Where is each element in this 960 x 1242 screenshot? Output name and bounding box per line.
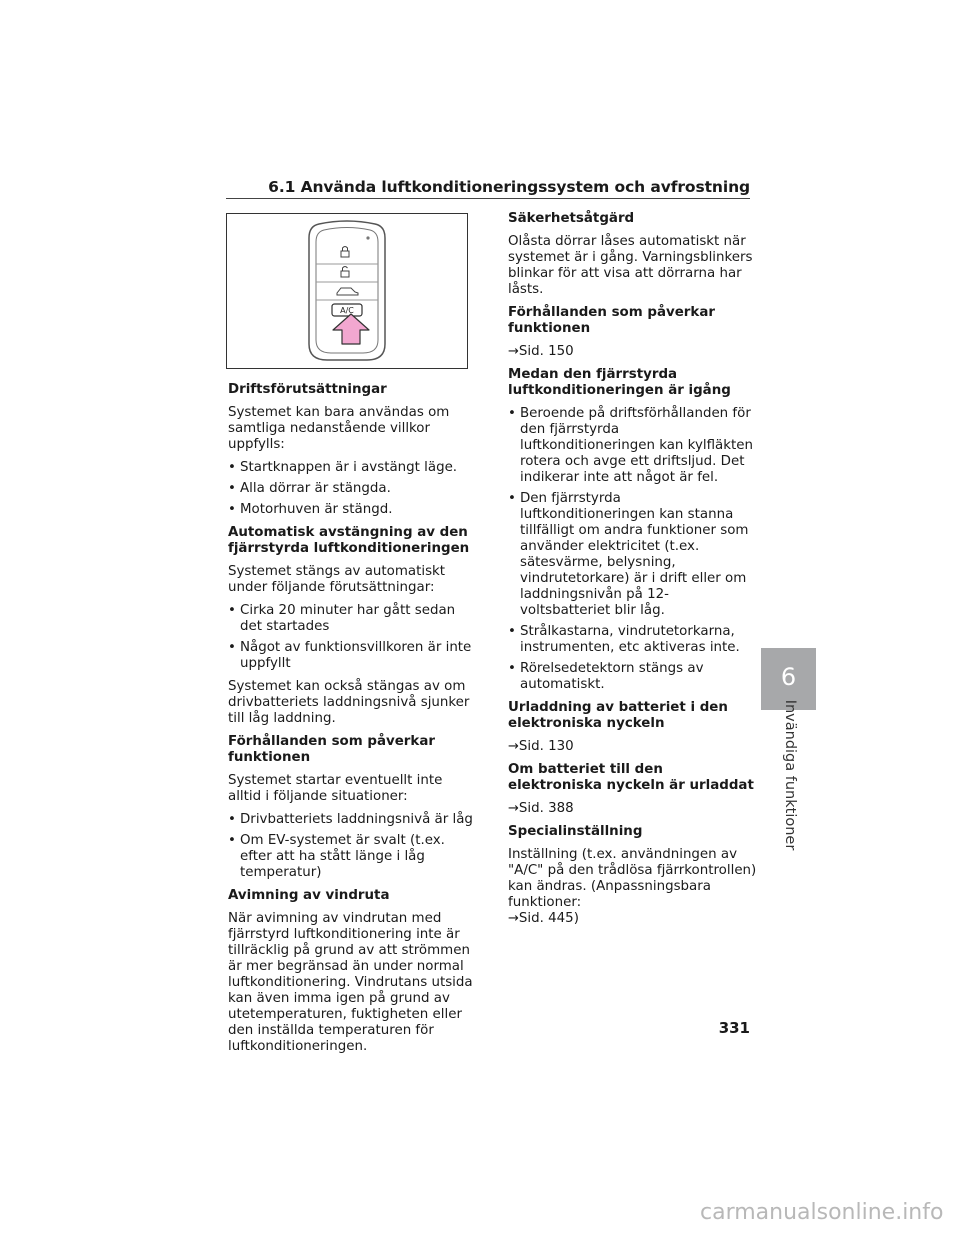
paragraph: När avimning av vindrutan med fjärrstyrd luftkonditionering inte är tillräcklig på grund av att strömmen är mer begränsad än under normal luftkonditionering. Vindrutans utsida kan även imma igen på grund av utetemperaturen, fuktigheten eller den inställda temperaturen för luftkonditioneringen. [228,911,473,1054]
list-item: • Rörelsedetektorn stängs av automatiskt. [508,661,704,692]
arrow-right-icon: → [508,801,519,816]
section-heading: Driftsförutsättningar [228,382,387,397]
paragraph: Systemet kan bara användas om samtliga nedanstående villkor uppfylls: [228,405,450,452]
section-heading: Automatisk avstängning av den fjärrstyrda luftkonditioneringen [228,525,470,556]
key-fob-figure [226,213,468,369]
ac-button [332,304,362,316]
paragraph: Systemet startar eventuellt inte alltid i följande situationer: [228,773,443,804]
section-heading: Medan den fjärrstyrda luftkonditioneringen är igång [508,367,731,398]
list-item: • Något av funktionsvillkoren är inte uppfyllt [228,640,472,671]
page-number: 331 [718,1019,750,1037]
paragraph: Inställning (t.ex. användningen av "A/C" på den trådlösa fjärrkontrollen) kan ändras. (Anpassningsbara funktioner: →Sid. 445) [508,847,757,926]
section-heading: Om batteriet till den elektroniska nyckeln är urladdat [508,762,754,793]
bullet-list [228,460,478,518]
page-reference[interactable]: →Sid. 445) [508,911,579,926]
list-item: • Drivbatteriets laddningsnivå är låg [228,812,473,827]
list-item: • Startknappen är i avstängt läge. [228,460,458,475]
key-fob-illustration [227,214,467,368]
header-divider [226,198,750,199]
section-heading: Specialinställning [508,824,643,839]
list-item: • Beroende på driftsförhållanden för den fjärrstyrda luftkonditioneringen kan kylfläkten rotera och avge ett driftsljud. Det indikerar inte att något är fel. [508,406,753,485]
list-item: • Motorhuven är stängd. [228,502,393,517]
page-reference[interactable]: →Sid. 388 [508,801,574,816]
section-heading: Förhållanden som påverkar funktionen [508,305,715,336]
arrow-right-icon: → [508,739,519,754]
bullet-list [508,406,758,693]
paragraph: Olåsta dörrar låses automatiskt när systemet är i gång. Varningsblinkers blinkar för att visa att dörrarna har låsts. [508,234,753,297]
list-item: • Alla dörrar är stängda. [228,481,391,496]
bullet-list [228,812,478,881]
paragraph: Systemet kan också stängas av om drivbatteriets laddningsnivå sjunker till låg laddning. [228,679,470,726]
chapter-number: 6 [780,663,797,691]
left-column [228,382,478,1062]
page-reference[interactable]: →Sid. 150 [508,344,574,359]
list-item: • Den fjärrstyrda luftkonditioneringen kan stanna tillfälligt om andra funktioner som använder elektricitet (t.ex. sätesvärme, belysning, vindrutetorkare) är i drift eller om laddningsnivån på 12-voltsbatteriet blir låg. [508,491,749,618]
ac-button-label: A/C [340,306,354,315]
arrow-right-icon: → [508,344,519,359]
right-column [508,211,758,934]
paragraph: Systemet stängs av automatiskt under följande förutsättningar: [228,564,446,595]
list-item: • Cirka 20 minuter har gått sedan det startades [228,603,456,634]
list-item: • Om EV-systemet är svalt (t.ex. efter att ha stått länge i låg temperatur) [228,833,445,880]
section-heading: Urladdning av batteriet i den elektroniska nyckeln [508,700,728,731]
bullet-list [228,603,478,672]
arrow-right-icon: → [508,911,519,926]
section-heading: Säkerhetsåtgärd [508,211,635,226]
chapter-title: Invändiga funktioner [782,699,798,851]
page-reference[interactable]: →Sid. 130 [508,739,574,754]
section-heading: Förhållanden som påverkar funktionen [228,734,435,765]
section-header: 6.1 Använda luftkonditioneringssystem och avfrostning [268,178,750,196]
section-heading: Avimning av vindruta [228,888,390,903]
watermark: carmanualsonline.info [700,1200,944,1225]
list-item: • Strålkastarna, vindrutetorkarna, instrumenten, etc aktiveras inte. [508,624,740,655]
